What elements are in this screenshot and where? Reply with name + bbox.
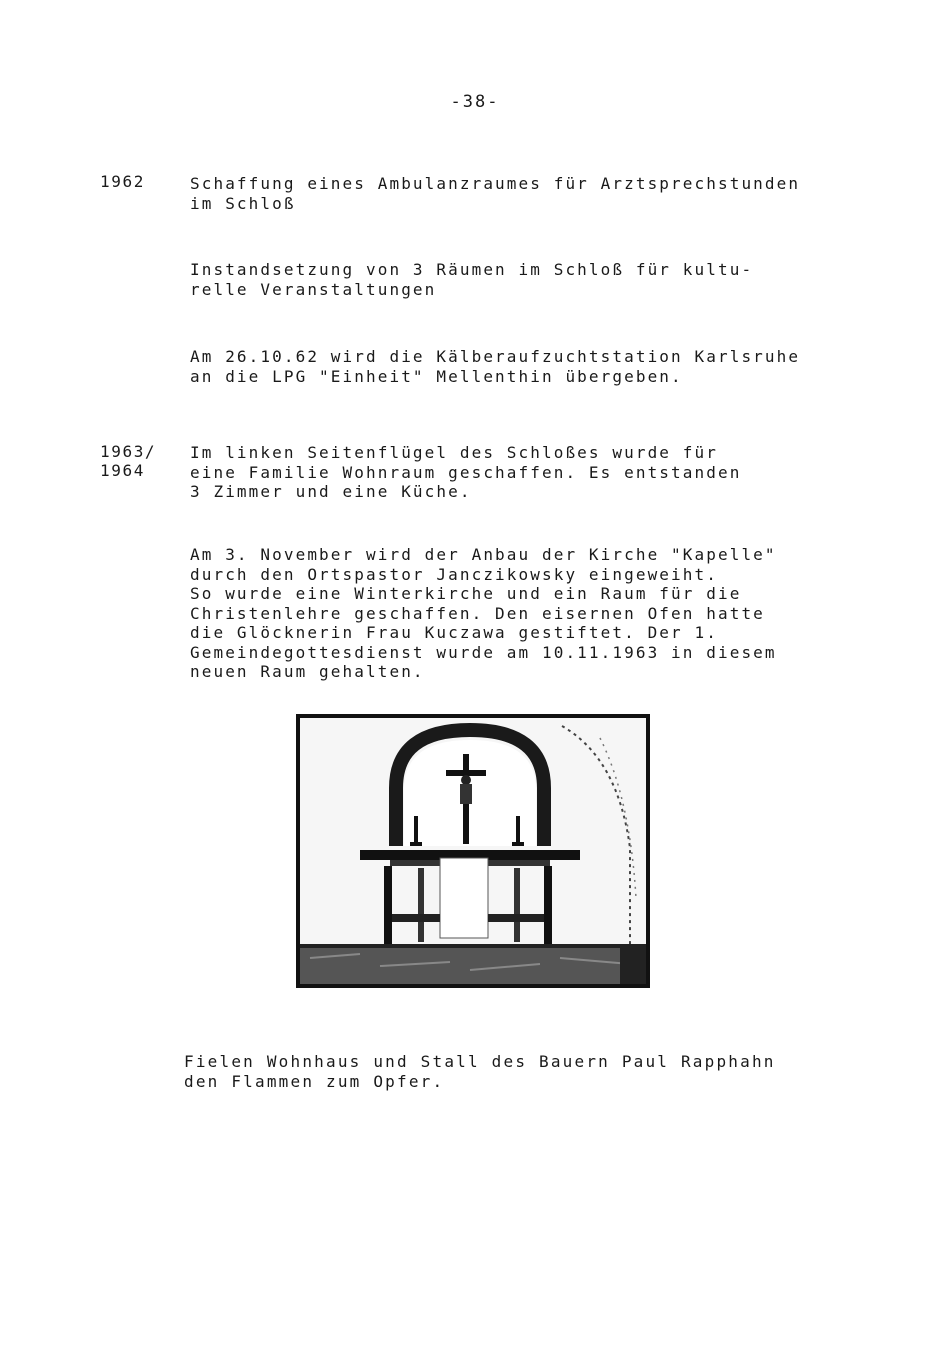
entry-1962-paragraph-3: Am 26.10.62 wird die Kälberaufzuchtstation Karlsruhe an die LPG "Einheit" Mellenthin übergeben. xyxy=(190,347,801,386)
year-label-1963: 1963/ xyxy=(100,442,157,461)
altar-photo xyxy=(296,714,650,988)
year-label-1962: 1962 xyxy=(100,172,145,191)
entry-1962-paragraph-1: Schaffung eines Ambulanzraumes für Arztsprechstunden im Schloß xyxy=(190,174,801,213)
year-label-1964: 1964 xyxy=(100,461,145,480)
photo-caption: Fielen Wohnhaus und Stall des Bauern Paul Rapphahn den Flammen zum Opfer. xyxy=(184,1052,776,1091)
entry-1962-paragraph-2: Instandsetzung von 3 Räumen im Schloß für kultu- relle Veranstaltungen xyxy=(190,260,754,299)
entry-1963-paragraph-2: Am 3. November wird der Anbau der Kirche "Kapelle" durch den Ortspastor Janczikowsky eingeweiht. So wurde eine Winterkirche und ein Raum für die Christenlehre geschaffen. Den eisernen Ofen hatte die Glöcknerin Frau Kuczawa gestiftet. Der 1. Gemeindegottesdienst wurde am 10.11.1963 in diesem neuen Raum gehalten. xyxy=(190,545,777,681)
page-number: -38- xyxy=(450,92,500,112)
entry-1963-paragraph-1: Im linken Seitenflügel des Schloßes wurde für eine Familie Wohnraum geschaffen. Es entstanden 3 Zimmer und eine Küche. xyxy=(190,443,742,501)
altar-photo-icon xyxy=(300,718,646,984)
